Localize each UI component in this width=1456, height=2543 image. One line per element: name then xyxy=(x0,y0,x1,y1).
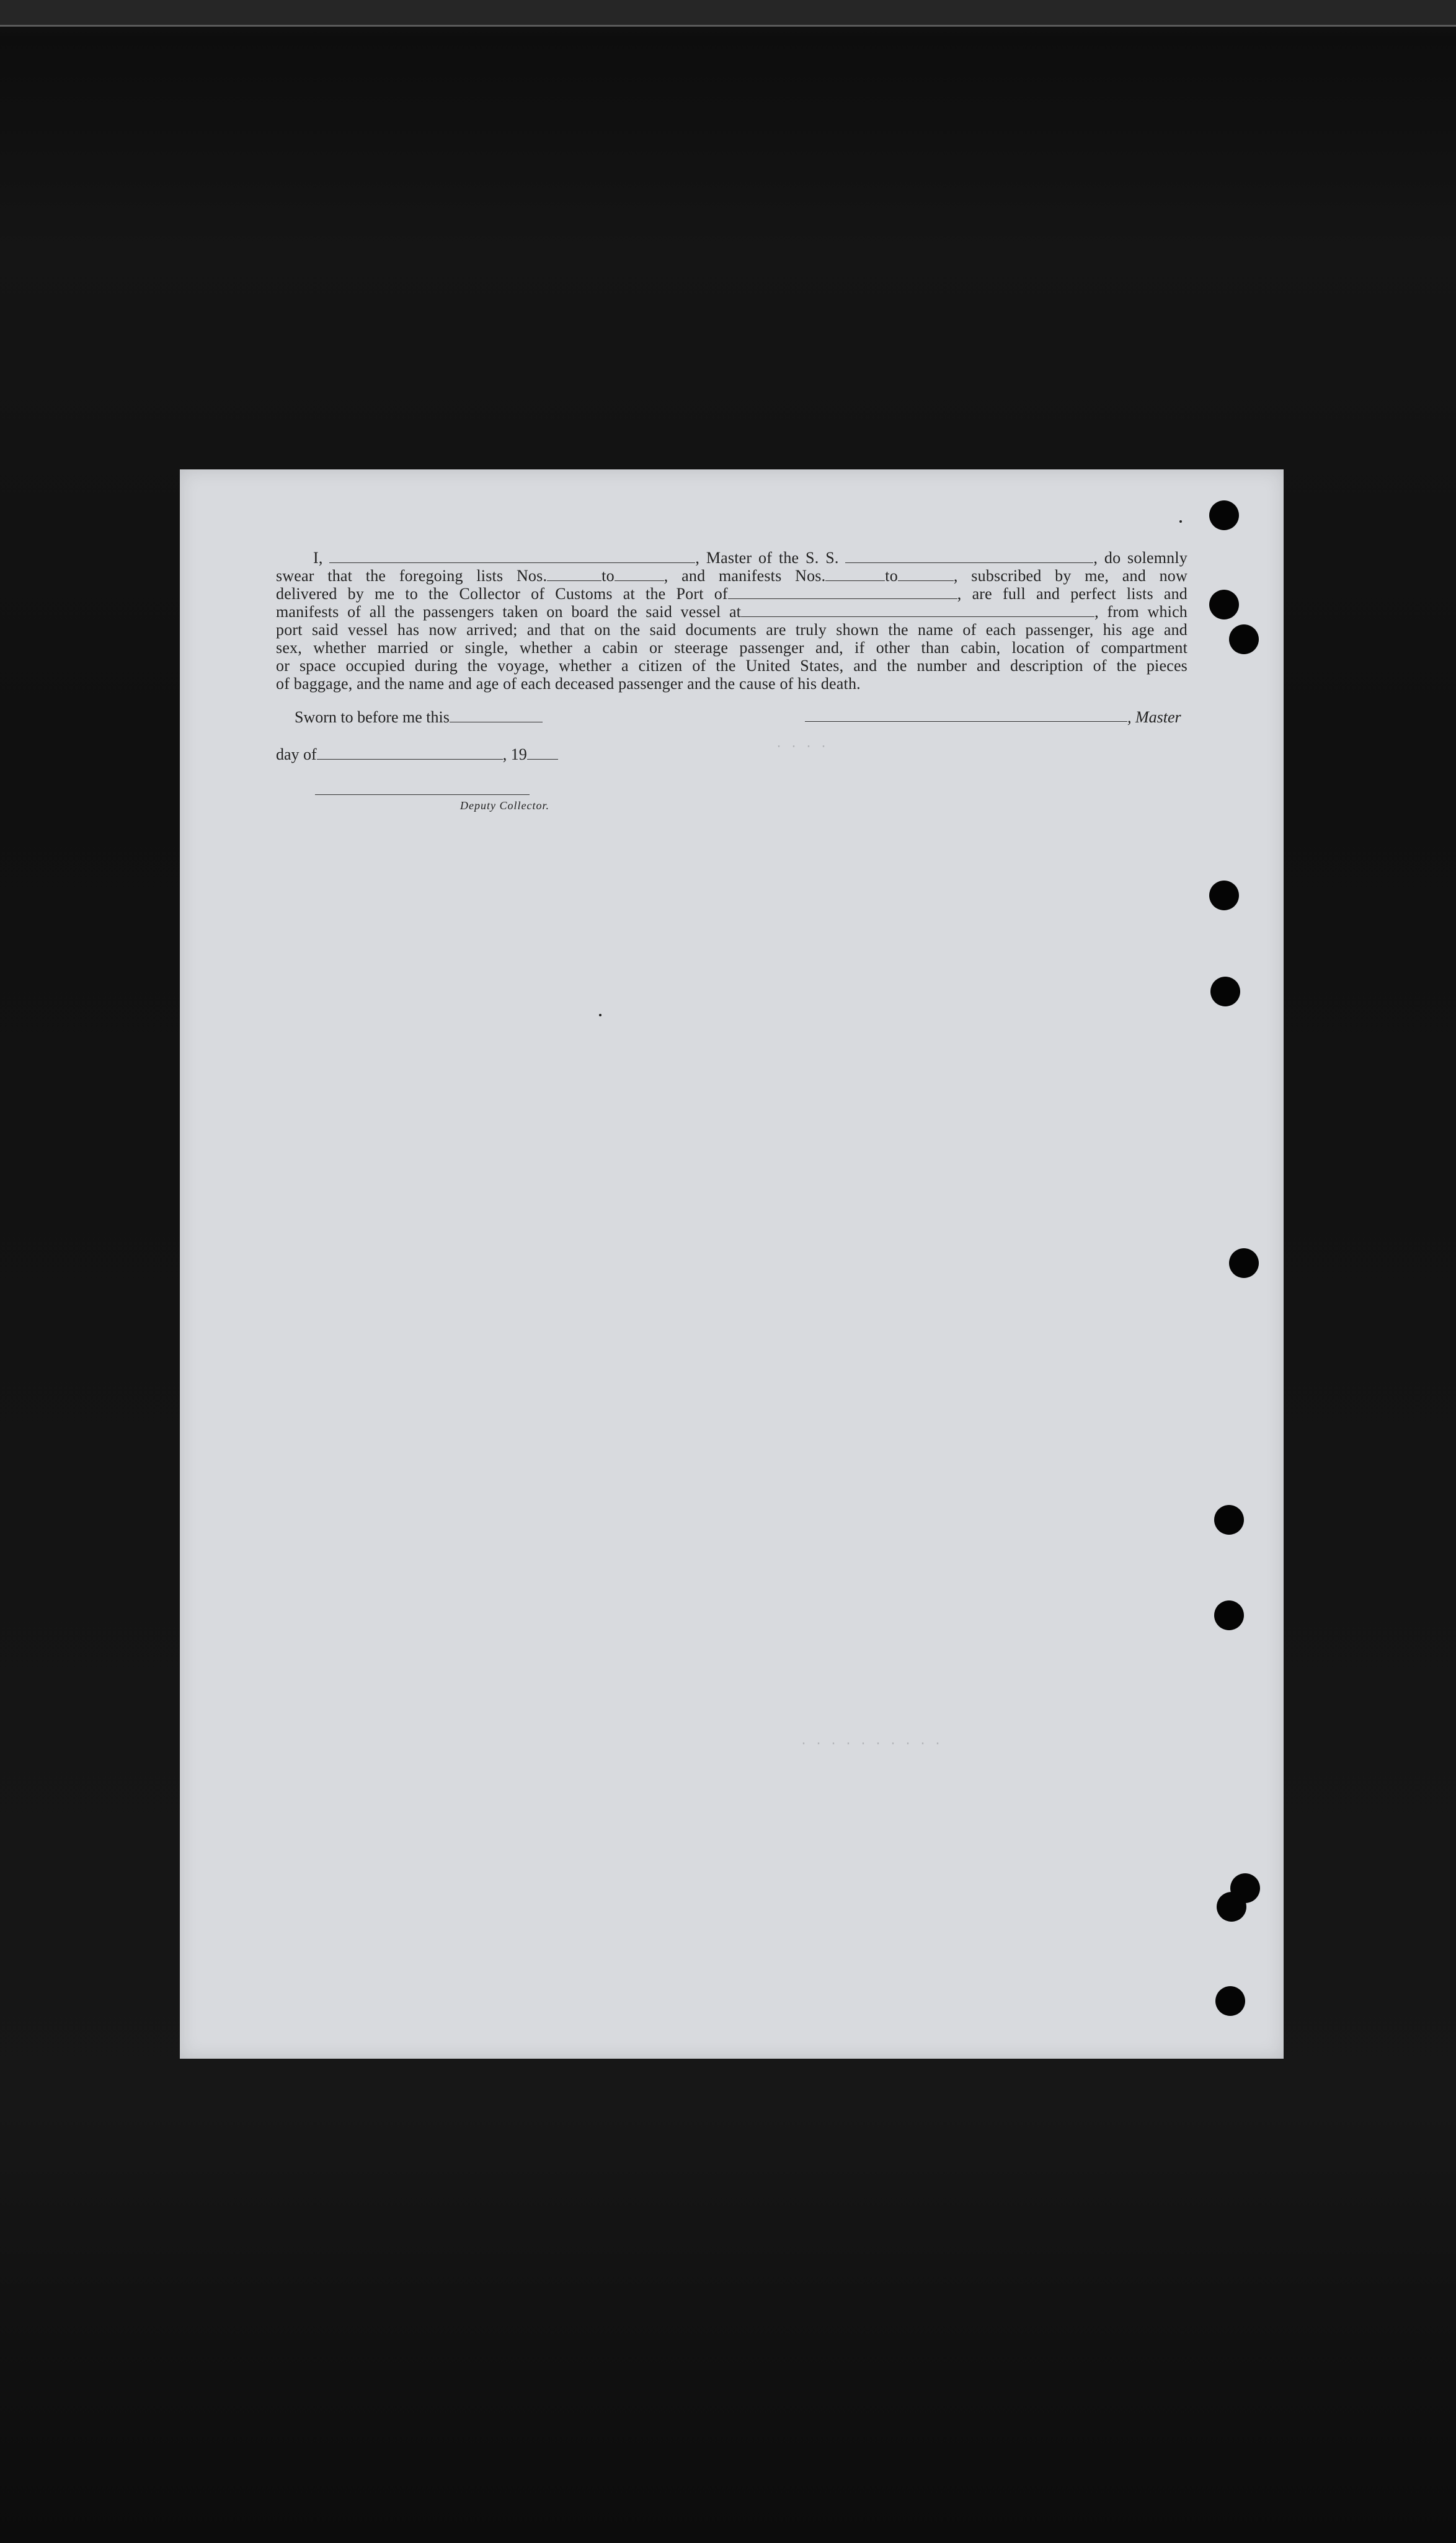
oath-line-7: or space occupied during the voyage, whether a citizen of the United States, and the number and description of the pieces xyxy=(276,657,1187,675)
oath-text: , from which xyxy=(1094,603,1188,621)
punch-hole xyxy=(1209,881,1239,910)
punch-hole xyxy=(1214,1600,1244,1630)
oath-line-8: of baggage, and the name and age of each deceased passenger and the cause of his death. xyxy=(276,675,861,693)
oath-text: , and manifests Nos. xyxy=(664,567,826,585)
oath-line-3 xyxy=(276,585,1187,603)
sworn-label: Sworn to before me this xyxy=(295,708,450,726)
punch-hole xyxy=(1229,624,1259,654)
master-name-blank xyxy=(329,550,695,563)
day-of-line xyxy=(276,745,558,764)
ink-speck xyxy=(599,1014,601,1016)
month-blank xyxy=(317,747,503,760)
manifest-to-blank xyxy=(898,568,954,581)
list-from-blank xyxy=(547,568,601,581)
deputy-collector-label: Deputy Collector. xyxy=(460,799,549,812)
bleed-through-text: . . . . . . . . . . xyxy=(800,1734,942,1749)
manifest-from-blank xyxy=(825,568,885,581)
oath-line-4 xyxy=(276,603,1187,621)
year-label: , 19 xyxy=(502,745,527,763)
scanner-top-edge xyxy=(0,0,1456,27)
oath-text: , subscribed by me, and now xyxy=(953,567,1187,585)
oath-text: swear that the foregoing lists Nos. xyxy=(276,567,548,585)
bleed-through-text: . . . . xyxy=(775,737,828,752)
manifest-page xyxy=(180,469,1284,2059)
departure-port-blank xyxy=(741,604,1094,617)
oath-line-2 xyxy=(276,567,1187,585)
sworn-line xyxy=(295,708,543,727)
oath-text: delivered by me to the Collector of Customs at the Port of xyxy=(276,585,728,603)
punch-hole xyxy=(1215,1986,1245,2016)
oath-text: manifests of all the passengers taken on board the said vessel at xyxy=(276,603,742,621)
oath-text: to xyxy=(885,567,898,585)
day-of-label: day of xyxy=(276,745,317,763)
oath-text: I, xyxy=(313,549,323,567)
punch-hole xyxy=(1209,500,1239,530)
master-label: , Master xyxy=(1127,708,1181,726)
punch-hole xyxy=(1209,590,1239,619)
punch-hole xyxy=(1229,1248,1259,1278)
list-to-blank xyxy=(615,568,664,581)
punch-hole xyxy=(1217,1892,1246,1922)
oath-text: , Master of the S. S. xyxy=(695,549,839,567)
ink-speck xyxy=(1179,520,1182,523)
punch-hole xyxy=(1210,977,1240,1006)
oath-text: , do solemnly xyxy=(1093,549,1187,567)
master-oath-paragraph xyxy=(276,549,1187,693)
oath-line-1 xyxy=(276,549,1187,567)
deputy-signature-line xyxy=(315,794,530,795)
year-blank xyxy=(527,747,558,760)
oath-line-6: sex, whether married or single, whether a cabin or steerage passenger and, if other than cabin, location of compartment xyxy=(276,639,1187,657)
oath-text: , are full and perfect lists and xyxy=(957,585,1187,603)
oath-line-5: port said vessel has now arrived; and that on the said documents are truly shown the name of each passenger, his age and xyxy=(276,621,1187,639)
master-signature-line xyxy=(805,721,1127,722)
sworn-day-blank xyxy=(450,709,543,722)
oath-text: to xyxy=(601,567,615,585)
port-blank xyxy=(728,586,957,599)
vessel-name-blank xyxy=(845,550,1093,563)
punch-hole xyxy=(1214,1505,1244,1535)
